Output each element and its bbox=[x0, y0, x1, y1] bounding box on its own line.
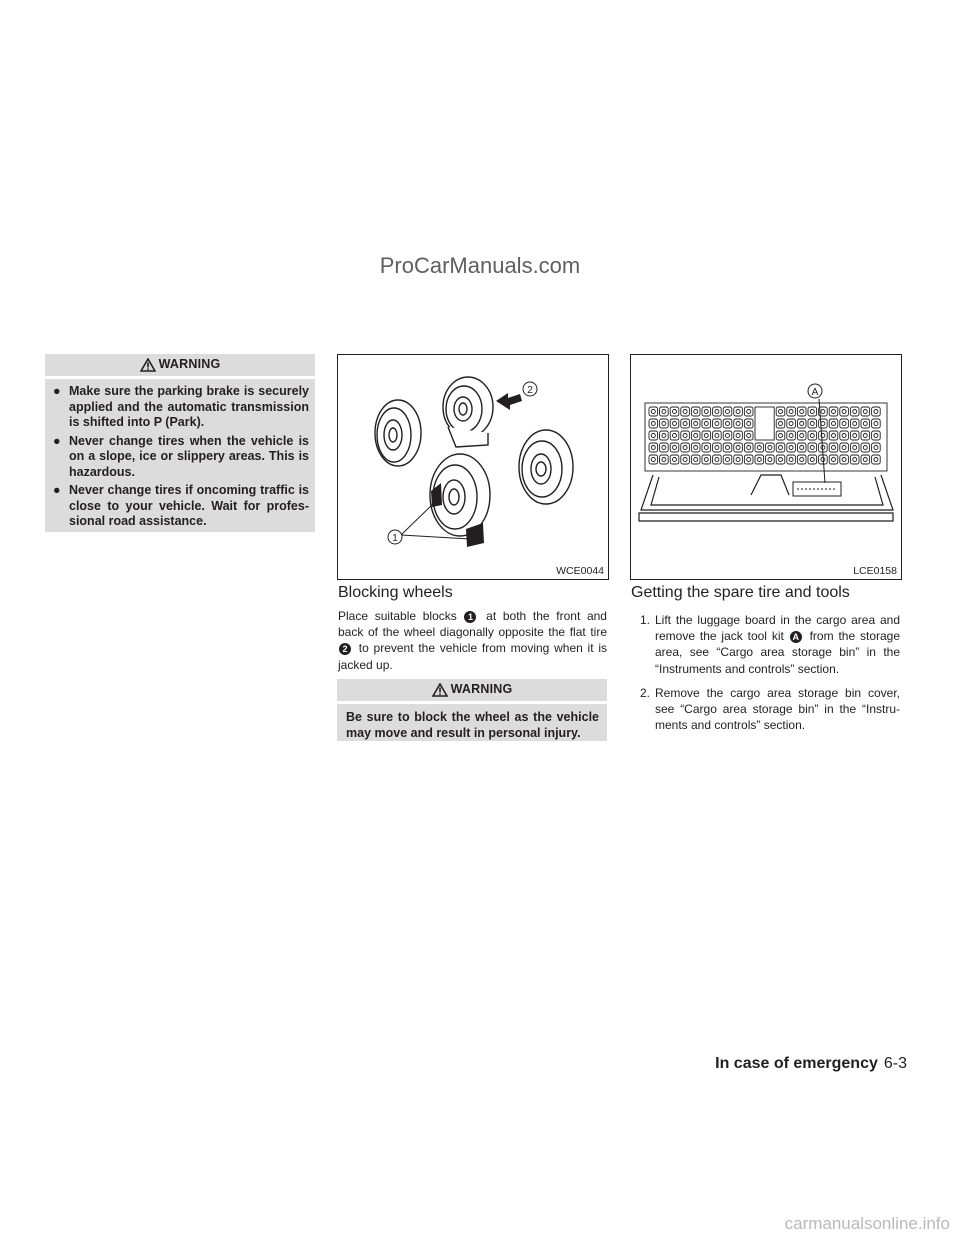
footer-section: In case of emergency bbox=[715, 1055, 878, 1072]
warning-list bbox=[45, 379, 315, 539]
warning-item-text: Make sure the parking brake is securely applied and the automatic transmission is shifted into P (Park). bbox=[69, 384, 309, 429]
figure-cargo-area bbox=[630, 354, 902, 580]
figure-code: WCE0044 bbox=[556, 565, 604, 577]
step-item bbox=[631, 685, 900, 734]
warning-item-text: Never change tires when the vehicle is on a slope, ice or slippery areas. This is hazardous. bbox=[69, 433, 309, 479]
blocking-text: at both the front and back of the wheel diagonally opposite the flat tire bbox=[338, 609, 607, 640]
warning-text: Be sure to block the wheel as the vehicle may move and result in personal injury. bbox=[346, 710, 599, 740]
bullet-icon: ● bbox=[53, 433, 61, 448]
step-number: 2. bbox=[640, 685, 651, 700]
warning-header bbox=[337, 679, 607, 704]
warning-box-middle bbox=[337, 679, 607, 741]
figure-code: LCE0158 bbox=[853, 565, 897, 577]
callout-1: 1 bbox=[392, 533, 398, 544]
warning-title: WARNING bbox=[158, 357, 221, 372]
watermark-bottom: carmanualsonline.info bbox=[784, 1214, 950, 1233]
marker-a: A bbox=[790, 631, 802, 643]
warning-item bbox=[53, 483, 309, 530]
figure-blocking-wheels bbox=[337, 354, 609, 580]
marker-2: 2 bbox=[339, 643, 351, 655]
step-text: Remove the cargo area storage bin cover, see “Cargo area storage bin” in the “Instru- ments and controls” section. bbox=[655, 685, 900, 733]
blocking-text: Place suitable blocks bbox=[338, 609, 457, 623]
blocking-paragraph bbox=[338, 608, 607, 673]
cargo-illustration bbox=[631, 355, 901, 579]
warning-header bbox=[45, 354, 315, 379]
step-text-part: Lift the luggage board in the cargo area and remove the jack tool kit bbox=[655, 613, 900, 644]
warning-item bbox=[53, 384, 309, 431]
bullet-icon: ● bbox=[53, 483, 61, 497]
step-text bbox=[655, 612, 900, 677]
step-item bbox=[631, 612, 900, 677]
marker-1: 1 bbox=[464, 611, 476, 623]
warning-title: WARNING bbox=[450, 682, 513, 697]
warning-icon bbox=[432, 683, 448, 697]
step-number: 1. bbox=[640, 613, 651, 627]
warning-item bbox=[53, 434, 309, 481]
warning-icon bbox=[140, 358, 156, 372]
page-footer bbox=[715, 1055, 907, 1073]
heading-blocking-wheels: Blocking wheels bbox=[338, 584, 453, 601]
warning-box-left bbox=[45, 354, 315, 532]
watermark-top: ProCarManuals.com bbox=[379, 253, 581, 278]
callout-a: A bbox=[811, 387, 819, 398]
wheels-illustration bbox=[338, 355, 608, 579]
callout-2: 2 bbox=[527, 385, 533, 396]
spare-steps bbox=[631, 612, 900, 741]
heading-spare-tire: Getting the spare tire and tools bbox=[631, 584, 850, 601]
step-text-part: from the storage area, see “Cargo area storage bin” in the “Instruments and controls” section. bbox=[655, 629, 901, 676]
page-number: 6-3 bbox=[883, 1055, 907, 1072]
blocking-text: to prevent the vehicle from moving when it is jacked up. bbox=[338, 641, 607, 672]
bullet-icon: ● bbox=[53, 384, 61, 398]
warning-item-text: Never change tires if oncoming traffic is close to your vehicle. Wait for profes- sional road assistance. bbox=[69, 483, 309, 528]
